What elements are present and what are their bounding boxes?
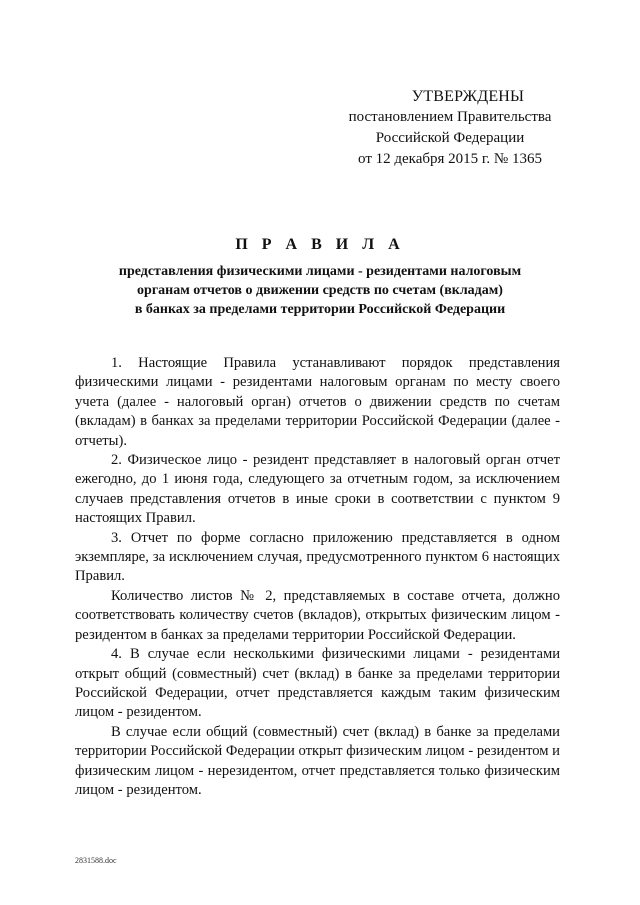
document-body	[75, 354, 560, 800]
approval-block	[330, 86, 570, 170]
paragraph: В случае если общий (совместный) счет (вклад) в банке за пределами территории Российской Федерации открыт физическим лицом - резидентом и физическим лицом - нерезидентом, отчет представляется только физическим лицом - резидентом.	[75, 723, 560, 798]
paragraph: Количество листов № 2, представляемых в составе отчета, должно соответствовать количеству счетов (вкладов), открытых физическим лицом - резидентом в банках за пределами территории Российской Федерации.	[75, 587, 560, 643]
subtitle-line: органам отчетов о движении средств по счетам (вкладам)	[137, 283, 503, 298]
subtitle-line: в банках за пределами территории Российской Федерации	[134, 302, 506, 317]
paragraph: 2. Физическое лицо - резидент представляет в налоговый орган отчет ежегодно, до 1 июня года, следующего за отчетным годом, за исключением случаев представления отчетов в иные сроки в соответствии с пунктом 9 настоящих Правил.	[75, 452, 560, 527]
approval-line: постановлением Правительства	[348, 109, 552, 125]
approval-date-line: от 12 декабря 2015 г. № 1365	[358, 151, 542, 167]
approval-heading: УТВЕРЖДЕНЫ	[411, 88, 525, 105]
paragraph: 1. Настоящие Правила устанавливают порядок представления физическими лицами - резидентами налоговым органам по месту своего учета (далее - налоговый орган) отчетов о движении средств по счетам (вкладам) в банках за пределами территории Российской Федерации (далее - отчеты).	[75, 355, 560, 449]
approval-line: Российской Федерации	[375, 130, 525, 146]
document-subtitle	[60, 262, 580, 319]
subtitle-line: представления физическими лицами - резидентами налоговым	[118, 264, 522, 279]
file-name-footer: 2831588.doc	[75, 856, 117, 865]
paragraph: 4. В случае если несколькими физическими лицами - резидентами открыт общий (совместный) счет (вклад) в банке за пределами территории Российской Федерации, отчет представляется каждым таким физическим лицом - резидентом.	[75, 646, 560, 721]
document-title: П Р А В И Л А	[235, 236, 405, 253]
paragraph: 3. Отчет по форме согласно приложению представляется в одном экземпляре, за исключением случая, предусмотренного пунктом 6 настоящих Правил.	[75, 529, 560, 585]
